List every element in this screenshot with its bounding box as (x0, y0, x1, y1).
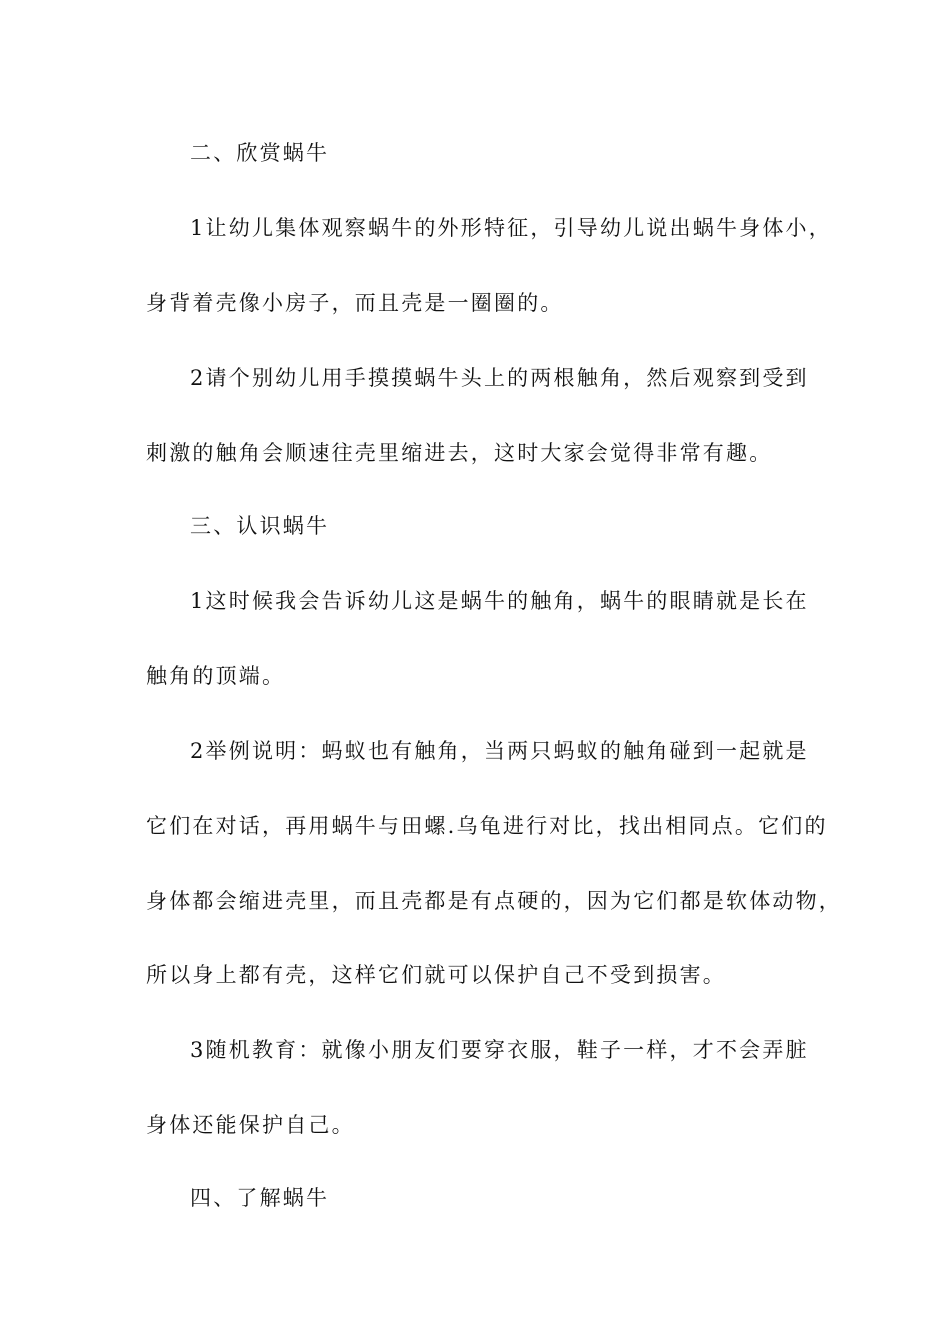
paragraph-line: 2举例说明：蚂蚁也有触角，当两只蚂蚁的触角碰到一起就是 (190, 739, 809, 763)
paragraph-line: 身体还能保护自己。 (146, 1113, 355, 1137)
section-heading-appreciate-snail: 二、欣赏蜗牛 (190, 141, 330, 165)
paragraph-line: 2请个别幼儿用手摸摸蜗牛头上的两根触角，然后观察到受到 (190, 366, 809, 390)
paragraph-line: 3随机教育：就像小朋友们要穿衣服，鞋子一样，才不会弄脏 (190, 1038, 809, 1062)
paragraph-line: 刺激的触角会顺速往壳里缩进去，这时大家会觉得非常有趣。 (146, 441, 773, 465)
paragraph-line: 身体都会缩进壳里，而且壳都是有点硬的，因为它们都是软体动物， (146, 889, 842, 913)
paragraph-line: 所以身上都有壳，这样它们就可以保护自己不受到损害。 (146, 963, 726, 987)
paragraph-line: 触角的顶端。 (146, 664, 286, 688)
paragraph-line: 1这时候我会告诉幼儿这是蜗牛的触角，蜗牛的眼睛就是长在 (190, 589, 809, 613)
paragraph-line: 1让幼儿集体观察蜗牛的外形特征，引导幼儿说出蜗牛身体小， (190, 216, 832, 240)
section-heading-understand-snail: 四、了解蜗牛 (190, 1186, 330, 1210)
section-heading-know-snail: 三、认识蜗牛 (190, 514, 330, 538)
paragraph-line: 身背着壳像小房子，而且壳是一圈圈的。 (146, 291, 564, 315)
paragraph-line: 它们在对话，再用蜗牛与田螺.乌龟进行对比，找出相同点。它们的 (146, 814, 828, 838)
